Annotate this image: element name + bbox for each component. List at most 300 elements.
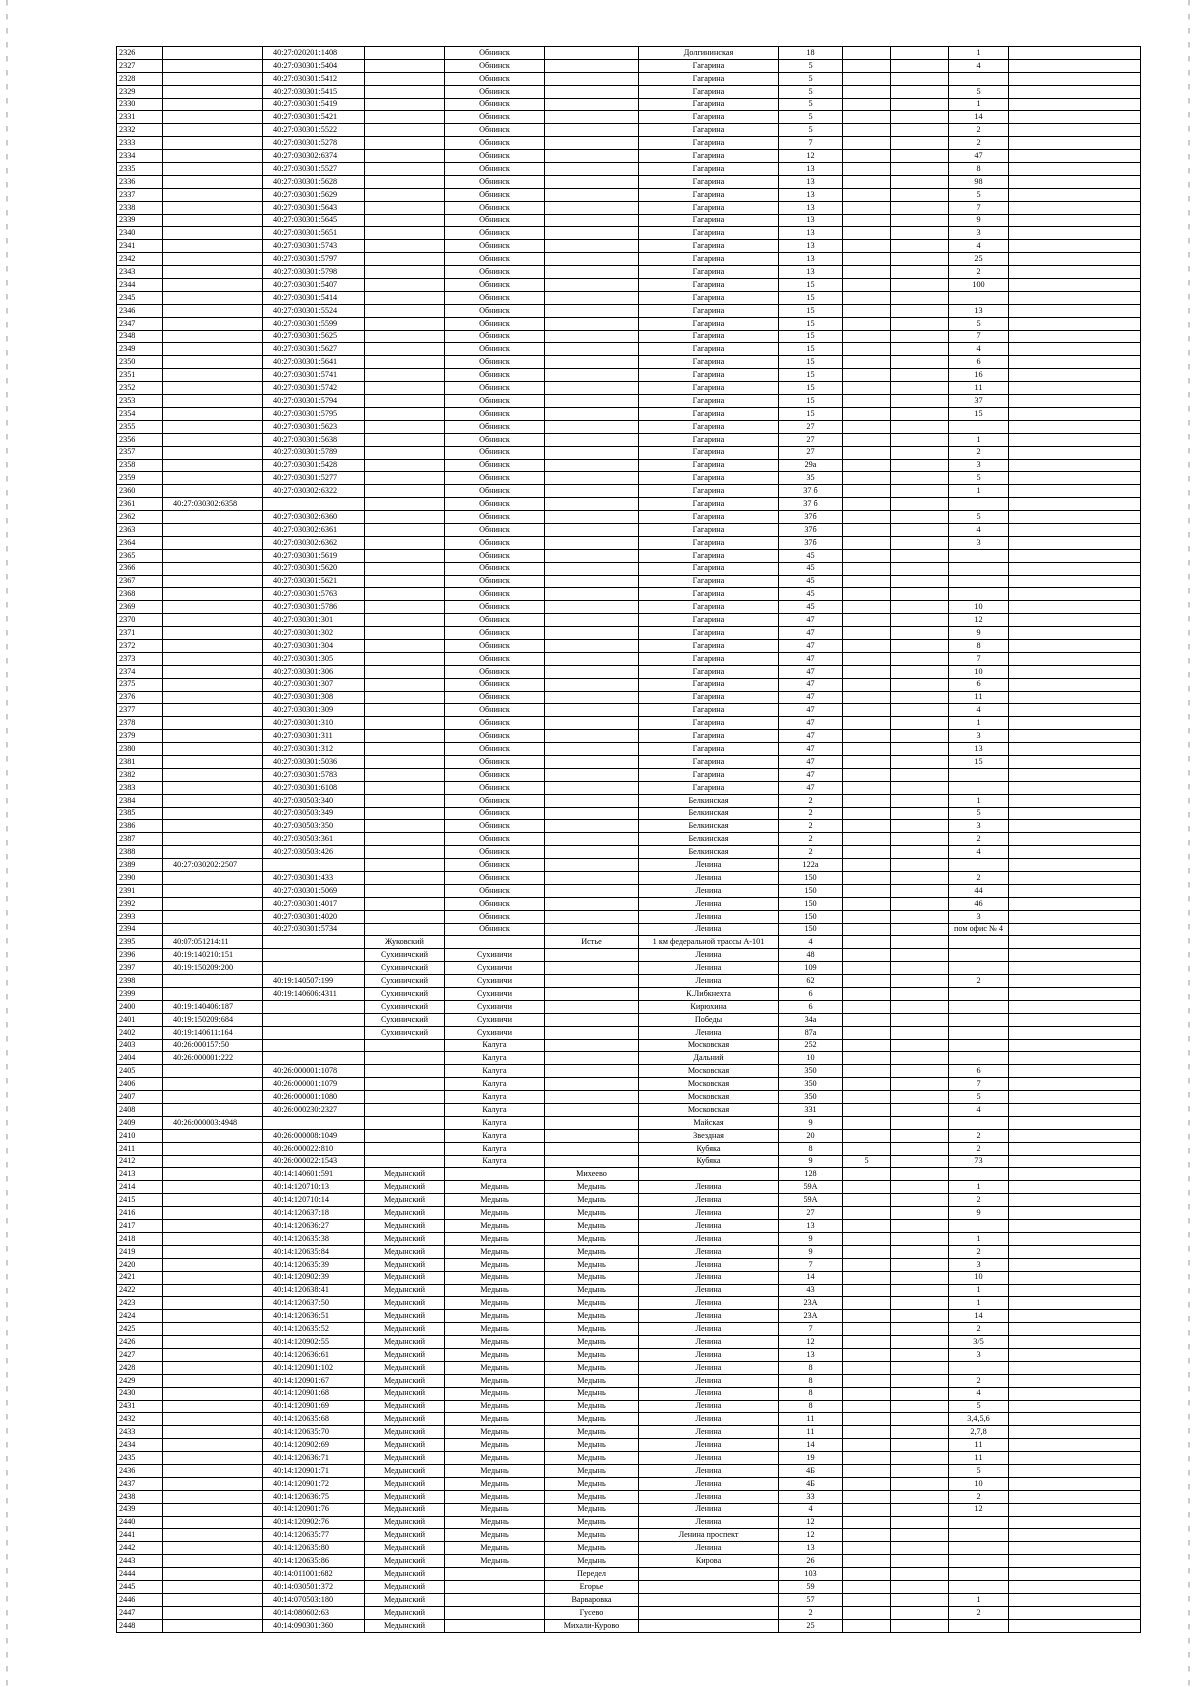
apartment-cell: 100 [949, 279, 1009, 292]
city-cell: Обнинск [445, 240, 545, 253]
table-row [117, 304, 1141, 317]
apartment-cell [949, 768, 1009, 781]
structure-cell [891, 472, 949, 485]
apartment-cell: 10 [949, 1477, 1009, 1490]
empty-column-cell [1009, 1207, 1141, 1220]
district-cell [365, 833, 445, 846]
land-cadastral-number-cell [163, 253, 263, 266]
row-number-cell: 2334 [117, 150, 163, 163]
empty-column-cell [1009, 794, 1141, 807]
structure-cell [891, 1284, 949, 1297]
table-row [117, 691, 1141, 704]
building-cell [843, 743, 891, 756]
street-cell: Долгининская [639, 47, 779, 60]
house-cell: 5 [779, 72, 843, 85]
house-cell: 14 [779, 1271, 843, 1284]
house-cell: 5 [779, 111, 843, 124]
apartment-cell: 46 [949, 897, 1009, 910]
building-cadastral-number-cell: 40:27:030503:426 [263, 846, 365, 859]
settlement-cell: Медынь [545, 1258, 639, 1271]
settlement-cell: Медынь [545, 1490, 639, 1503]
city-cell: Медынь [445, 1232, 545, 1245]
building-cell [843, 846, 891, 859]
empty-column-cell [1009, 678, 1141, 691]
empty-column-cell [1009, 627, 1141, 640]
district-cell [365, 111, 445, 124]
land-cadastral-number-cell [163, 988, 263, 1001]
house-cell: 12 [779, 1529, 843, 1542]
building-cell [843, 1426, 891, 1439]
structure-cell [891, 1413, 949, 1426]
land-cadastral-number-cell [163, 639, 263, 652]
house-cell: 15 [779, 343, 843, 356]
row-number-cell: 2447 [117, 1606, 163, 1619]
district-cell: Медынский [365, 1619, 445, 1632]
settlement-cell [545, 652, 639, 665]
house-cell: 150 [779, 910, 843, 923]
district-cell [365, 627, 445, 640]
settlement-cell: Медынь [545, 1271, 639, 1284]
structure-cell [891, 1503, 949, 1516]
table-row [117, 884, 1141, 897]
settlement-cell [545, 124, 639, 137]
house-cell: 37б [779, 523, 843, 536]
structure-cell [891, 627, 949, 640]
house-cell: 20 [779, 1129, 843, 1142]
row-number-cell: 2328 [117, 72, 163, 85]
empty-column-cell [1009, 291, 1141, 304]
table-row [117, 704, 1141, 717]
table-row [117, 266, 1141, 279]
row-number-cell: 2343 [117, 266, 163, 279]
land-cadastral-number-cell [163, 433, 263, 446]
land-cadastral-number-cell [163, 407, 263, 420]
apartment-cell: 12 [949, 1503, 1009, 1516]
building-cadastral-number-cell [263, 962, 365, 975]
settlement-cell: Медынь [545, 1336, 639, 1349]
city-cell [445, 1580, 545, 1593]
apartment-cell: 2 [949, 1490, 1009, 1503]
building-cadastral-number-cell: 40:14:120901:72 [263, 1477, 365, 1490]
city-cell: Обнинск [445, 111, 545, 124]
land-cadastral-number-cell [163, 614, 263, 627]
row-number-cell: 2373 [117, 652, 163, 665]
settlement-cell [545, 343, 639, 356]
city-cell: Обнинск [445, 872, 545, 885]
building-cell [843, 794, 891, 807]
building-cadastral-number-cell: 40:14:120636:51 [263, 1310, 365, 1323]
empty-column-cell [1009, 781, 1141, 794]
district-cell [365, 884, 445, 897]
apartment-cell: 3 [949, 820, 1009, 833]
building-cell [843, 1181, 891, 1194]
land-cadastral-number-cell [163, 884, 263, 897]
empty-column-cell [1009, 1104, 1141, 1117]
street-cell: Гагарина [639, 420, 779, 433]
district-cell [365, 485, 445, 498]
house-cell: 10 [779, 1052, 843, 1065]
city-cell: Медынь [445, 1452, 545, 1465]
land-cadastral-number-cell [163, 601, 263, 614]
empty-column-cell [1009, 755, 1141, 768]
building-cadastral-number-cell: 40:14:120901:69 [263, 1400, 365, 1413]
apartment-cell: 37 [949, 395, 1009, 408]
empty-column-cell [1009, 575, 1141, 588]
house-cell: 87а [779, 1026, 843, 1039]
row-number-cell: 2372 [117, 639, 163, 652]
land-cadastral-number-cell [163, 47, 263, 60]
row-number-cell: 2394 [117, 923, 163, 936]
table-row [117, 755, 1141, 768]
table-row [117, 1580, 1141, 1593]
empty-column-cell [1009, 356, 1141, 369]
apartment-cell: 3 [949, 227, 1009, 240]
district-cell [365, 511, 445, 524]
city-cell: Калуга [445, 1039, 545, 1052]
street-cell: Гагарина [639, 562, 779, 575]
city-cell: Обнинск [445, 884, 545, 897]
structure-cell [891, 588, 949, 601]
city-cell: Медынь [445, 1245, 545, 1258]
land-cadastral-number-cell [163, 1078, 263, 1091]
structure-cell [891, 1452, 949, 1465]
empty-column-cell [1009, 137, 1141, 150]
apartment-cell: 2 [949, 1374, 1009, 1387]
settlement-cell [545, 98, 639, 111]
city-cell: Медынь [445, 1516, 545, 1529]
apartment-cell: пом офис № 4 [949, 923, 1009, 936]
empty-column-cell [1009, 768, 1141, 781]
house-cell: 45 [779, 549, 843, 562]
building-cell [843, 923, 891, 936]
city-cell [445, 1168, 545, 1181]
land-cadastral-number-cell [163, 1181, 263, 1194]
district-cell [365, 781, 445, 794]
house-cell: 9 [779, 1245, 843, 1258]
empty-column-cell [1009, 1168, 1141, 1181]
settlement-cell [545, 485, 639, 498]
table-row [117, 1232, 1141, 1245]
city-cell: Калуга [445, 1129, 545, 1142]
row-number-cell: 2360 [117, 485, 163, 498]
table-row [117, 1091, 1141, 1104]
table-row [117, 897, 1141, 910]
house-cell: 13 [779, 188, 843, 201]
building-cadastral-number-cell: 40:27:030301:5419 [263, 98, 365, 111]
row-number-cell: 2374 [117, 665, 163, 678]
structure-cell [891, 201, 949, 214]
street-cell: Гагарина [639, 85, 779, 98]
table-row [117, 1207, 1141, 1220]
building-cell [843, 1439, 891, 1452]
city-cell: Медынь [445, 1258, 545, 1271]
building-cadastral-number-cell: 40:27:030301:5742 [263, 382, 365, 395]
empty-column-cell [1009, 304, 1141, 317]
house-cell: 13 [779, 1220, 843, 1233]
empty-column-cell [1009, 511, 1141, 524]
street-cell: Гагарина [639, 72, 779, 85]
structure-cell [891, 536, 949, 549]
table-row [117, 1245, 1141, 1258]
table-row [117, 1387, 1141, 1400]
row-number-cell: 2382 [117, 768, 163, 781]
land-cadastral-number-cell [163, 1155, 263, 1168]
empty-column-cell [1009, 1000, 1141, 1013]
district-cell [365, 240, 445, 253]
house-cell: 13 [779, 214, 843, 227]
house-cell: 4 [779, 1503, 843, 1516]
building-cell [843, 459, 891, 472]
building-cell [843, 343, 891, 356]
apartment-cell [949, 1516, 1009, 1529]
building-cadastral-number-cell: 40:27:030301:5522 [263, 124, 365, 137]
structure-cell [891, 1065, 949, 1078]
row-number-cell: 2355 [117, 420, 163, 433]
table-row [117, 472, 1141, 485]
land-cadastral-number-cell [163, 330, 263, 343]
house-cell: 13 [779, 266, 843, 279]
land-cadastral-number-cell [163, 1606, 263, 1619]
city-cell: Медынь [445, 1529, 545, 1542]
city-cell: Обнинск [445, 575, 545, 588]
land-cadastral-number-cell [163, 1104, 263, 1117]
structure-cell [891, 459, 949, 472]
street-cell: Майская [639, 1116, 779, 1129]
land-cadastral-number-cell [163, 872, 263, 885]
settlement-cell [545, 678, 639, 691]
land-cadastral-number-cell [163, 562, 263, 575]
row-number-cell: 2363 [117, 523, 163, 536]
row-number-cell: 2362 [117, 511, 163, 524]
district-cell: Медынский [365, 1207, 445, 1220]
city-cell: Медынь [445, 1181, 545, 1194]
building-cell [843, 768, 891, 781]
building-cadastral-number-cell: 40:27:030301:5623 [263, 420, 365, 433]
row-number-cell: 2443 [117, 1555, 163, 1568]
land-cadastral-number-cell [163, 704, 263, 717]
city-cell: Обнинск [445, 304, 545, 317]
settlement-cell [545, 72, 639, 85]
row-number-cell: 2392 [117, 897, 163, 910]
structure-cell [891, 1258, 949, 1271]
row-number-cell: 2430 [117, 1387, 163, 1400]
city-cell: Медынь [445, 1555, 545, 1568]
land-cadastral-number-cell: 40:19:150209:200 [163, 962, 263, 975]
district-cell [365, 124, 445, 137]
structure-cell [891, 59, 949, 72]
row-number-cell: 2332 [117, 124, 163, 137]
street-cell: Гагарина [639, 575, 779, 588]
empty-column-cell [1009, 872, 1141, 885]
building-cadastral-number-cell: 40:27:030301:5638 [263, 433, 365, 446]
district-cell [365, 704, 445, 717]
land-cadastral-number-cell [163, 1542, 263, 1555]
settlement-cell [545, 1013, 639, 1026]
table-row [117, 1000, 1141, 1013]
building-cadastral-number-cell: 40:27:030301:4020 [263, 910, 365, 923]
house-cell: 350 [779, 1078, 843, 1091]
street-cell: Белкинская [639, 820, 779, 833]
district-cell [365, 150, 445, 163]
city-cell: Обнинск [445, 768, 545, 781]
house-cell: 15 [779, 317, 843, 330]
building-cell [843, 1052, 891, 1065]
structure-cell [891, 420, 949, 433]
street-cell: Победы [639, 1013, 779, 1026]
apartment-cell [949, 1542, 1009, 1555]
street-cell: Звездная [639, 1129, 779, 1142]
table-row [117, 1542, 1141, 1555]
land-cadastral-number-cell [163, 485, 263, 498]
structure-cell [891, 1542, 949, 1555]
apartment-cell: 14 [949, 1310, 1009, 1323]
building-cell [843, 1374, 891, 1387]
structure-cell [891, 884, 949, 897]
building-cell [843, 1310, 891, 1323]
district-cell [365, 859, 445, 872]
city-cell: Обнинск [445, 124, 545, 137]
house-cell: 15 [779, 330, 843, 343]
city-cell: Медынь [445, 1374, 545, 1387]
empty-column-cell [1009, 1606, 1141, 1619]
district-cell [365, 459, 445, 472]
structure-cell [891, 291, 949, 304]
structure-cell [891, 872, 949, 885]
structure-cell [891, 704, 949, 717]
apartment-cell: 7 [949, 201, 1009, 214]
row-number-cell: 2381 [117, 755, 163, 768]
settlement-cell [545, 175, 639, 188]
structure-cell [891, 1245, 949, 1258]
apartment-cell: 9 [949, 1207, 1009, 1220]
street-cell: Ленина [639, 859, 779, 872]
house-cell: 47 [779, 730, 843, 743]
city-cell: Обнинск [445, 291, 545, 304]
settlement-cell [545, 601, 639, 614]
street-cell: Ленина [639, 1026, 779, 1039]
structure-cell [891, 433, 949, 446]
district-cell: Медынский [365, 1580, 445, 1593]
building-cell [843, 420, 891, 433]
district-cell [365, 279, 445, 292]
street-cell: Гагарина [639, 743, 779, 756]
land-cadastral-number-cell [163, 395, 263, 408]
city-cell: Обнинск [445, 549, 545, 562]
structure-cell [891, 304, 949, 317]
settlement-cell [545, 356, 639, 369]
settlement-cell [545, 1104, 639, 1117]
table-row [117, 59, 1141, 72]
row-number-cell: 2349 [117, 343, 163, 356]
row-number-cell: 2341 [117, 240, 163, 253]
city-cell: Обнинск [445, 627, 545, 640]
building-cadastral-number-cell: 40:27:030301:301 [263, 614, 365, 627]
empty-column-cell [1009, 459, 1141, 472]
building-cell [843, 137, 891, 150]
settlement-cell: Медынь [545, 1516, 639, 1529]
settlement-cell [545, 910, 639, 923]
apartment-cell: 3,4,5,6 [949, 1413, 1009, 1426]
row-number-cell: 2350 [117, 356, 163, 369]
building-cadastral-number-cell: 40:27:030301:312 [263, 743, 365, 756]
structure-cell [891, 343, 949, 356]
house-cell: 47 [779, 768, 843, 781]
house-cell: 37 б [779, 485, 843, 498]
house-cell: 2 [779, 1606, 843, 1619]
structure-cell [891, 755, 949, 768]
district-cell [365, 872, 445, 885]
building-cadastral-number-cell: 40:14:120636:27 [263, 1220, 365, 1233]
settlement-cell: Медынь [545, 1181, 639, 1194]
table-row [117, 98, 1141, 111]
city-cell: Обнинск [445, 72, 545, 85]
row-number-cell: 2402 [117, 1026, 163, 1039]
empty-column-cell [1009, 1297, 1141, 1310]
structure-cell [891, 1091, 949, 1104]
house-cell: 4 [779, 936, 843, 949]
settlement-cell [545, 253, 639, 266]
district-cell [365, 614, 445, 627]
row-number-cell: 2403 [117, 1039, 163, 1052]
building-cadastral-number-cell: 40:27:030301:310 [263, 717, 365, 730]
structure-cell [891, 356, 949, 369]
table-row [117, 446, 1141, 459]
building-cadastral-number-cell: 40:27:030301:5628 [263, 175, 365, 188]
building-cell [843, 98, 891, 111]
empty-column-cell [1009, 897, 1141, 910]
building-cell [843, 1104, 891, 1117]
structure-cell [891, 163, 949, 176]
street-cell: Ленина [639, 1516, 779, 1529]
land-cadastral-number-cell [163, 1207, 263, 1220]
settlement-cell [545, 266, 639, 279]
apartment-cell: 9 [949, 214, 1009, 227]
street-cell: Ленина [639, 1336, 779, 1349]
street-cell: Гагарина [639, 98, 779, 111]
structure-cell [891, 1297, 949, 1310]
building-cadastral-number-cell: 40:14:120635:52 [263, 1323, 365, 1336]
apartment-cell: 73 [949, 1155, 1009, 1168]
house-cell: 27 [779, 446, 843, 459]
structure-cell [891, 652, 949, 665]
house-cell: 13 [779, 163, 843, 176]
table-row [117, 420, 1141, 433]
building-cell [843, 717, 891, 730]
building-cadastral-number-cell: 40:14:030501:372 [263, 1580, 365, 1593]
street-cell: Кубяка [639, 1155, 779, 1168]
district-cell [365, 549, 445, 562]
table-row [117, 240, 1141, 253]
structure-cell [891, 1104, 949, 1117]
street-cell: Гагарина [639, 485, 779, 498]
building-cell: 5 [843, 1155, 891, 1168]
settlement-cell [545, 1091, 639, 1104]
street-cell: Гагарина [639, 175, 779, 188]
building-cadastral-number-cell: 40:27:030301:5786 [263, 601, 365, 614]
city-cell: Обнинск [445, 137, 545, 150]
city-cell [445, 936, 545, 949]
land-cadastral-number-cell [163, 794, 263, 807]
register-sheet [116, 46, 1140, 1633]
settlement-cell: Медынь [545, 1361, 639, 1374]
apartment-cell: 2 [949, 137, 1009, 150]
apartment-cell: 9 [949, 627, 1009, 640]
building-cell [843, 833, 891, 846]
district-cell: Медынский [365, 1348, 445, 1361]
house-cell: 8 [779, 1361, 843, 1374]
house-cell: 34а [779, 1013, 843, 1026]
building-cell [843, 1026, 891, 1039]
